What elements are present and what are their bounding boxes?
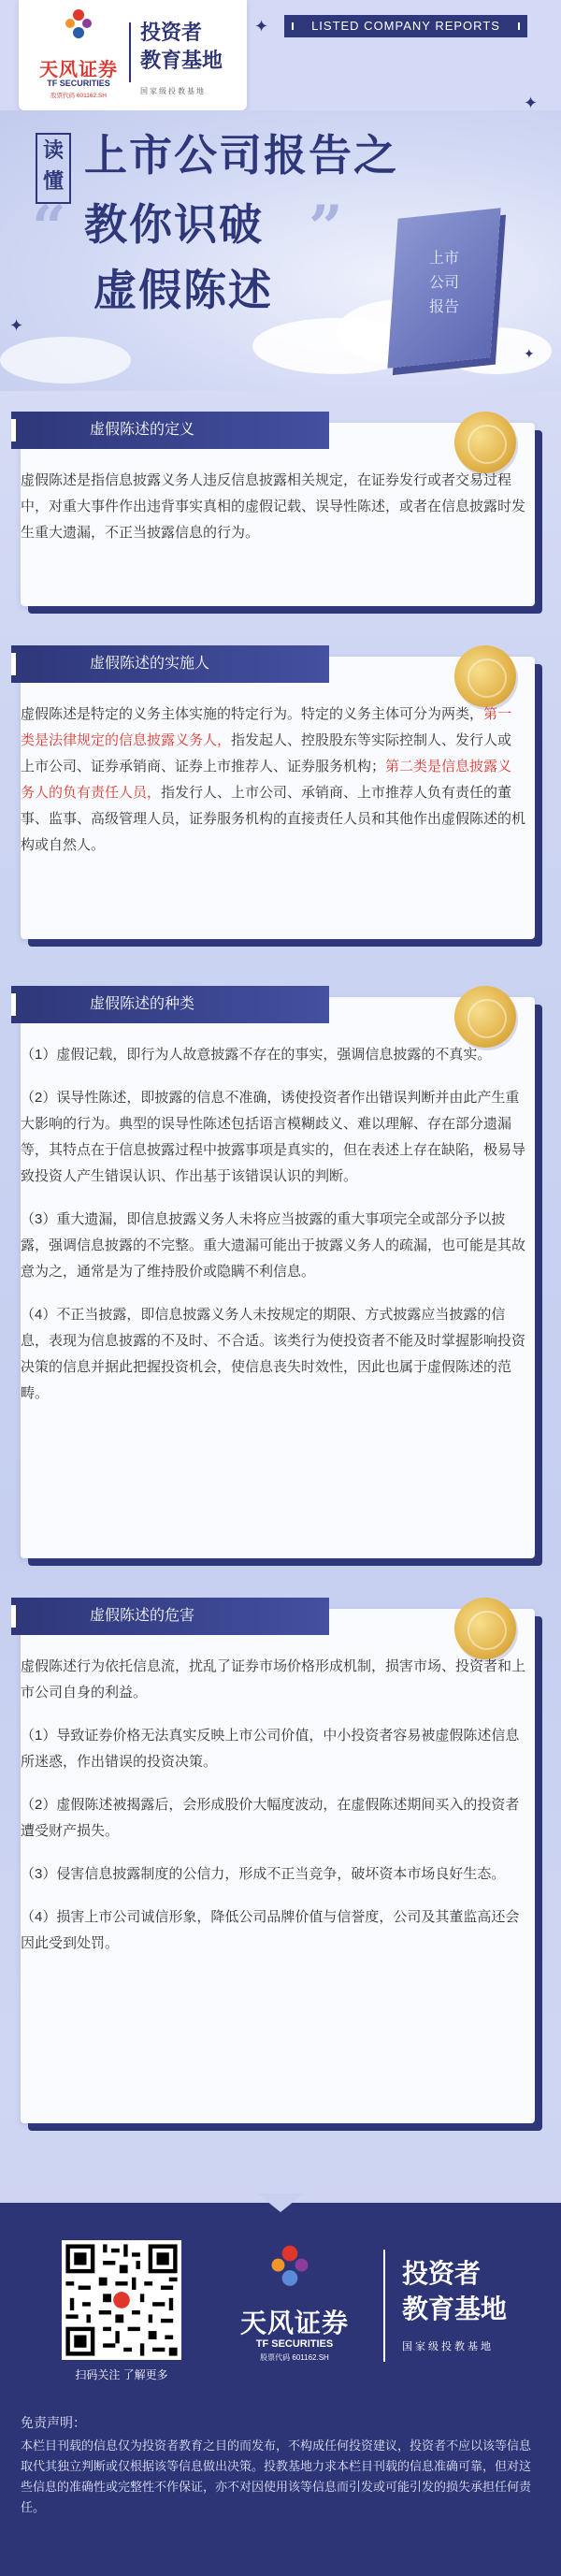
section-body-definition <box>21 468 533 563</box>
footer-investor-base-line1: 投资者 <box>402 2259 482 2288</box>
section-heading-implementers: 虚假陈述的实施人 <box>11 645 329 683</box>
book-cover-line2: 公司 <box>428 275 459 291</box>
sparkle-icon: ✦ <box>524 94 539 112</box>
logo-english-name: TF SECURITIES <box>47 79 110 88</box>
close-quote-mark: ” <box>309 193 343 263</box>
implementers-text-b: 指发起人、控股股东等实际控制人、发行人或上市公司、证券承销商、证券上市推荐人、证券服务机构； <box>21 732 512 774</box>
sparkle-icon: ✦ <box>524 346 535 361</box>
footer-logo-chinese-name: 天风证券 <box>239 2308 349 2337</box>
hero-title-line1: 上市公司报告之 <box>84 131 398 180</box>
harms-paragraph-4: （4）损害上市公司诚信形象，降低公司品牌价值与信誉度，公司及其董监高还会因此受到处罚。 <box>21 1909 520 1951</box>
gold-coin-icon <box>454 645 516 707</box>
report-tag: LISTED COMPANY REPORTS <box>284 15 527 37</box>
section-body-types <box>21 1042 533 1424</box>
investor-base-line1: 投资者 <box>140 21 203 44</box>
section-heading-definition: 虚假陈述的定义 <box>11 412 329 449</box>
types-paragraph-1: （1）虚假记载，即行为人故意披露不存在的事实，强调信息披露的不真实。 <box>21 1047 492 1063</box>
logo-stock-code: 股票代码 601162.SH <box>50 93 107 99</box>
investor-base-line2: 教育基地 <box>140 49 223 72</box>
disclaimer-title: 免责声明： <box>21 2415 86 2430</box>
footer-notch <box>257 2193 304 2212</box>
implementers-highlight-2: 第二类是信息披露义务人的负有责任人员， <box>21 759 512 801</box>
book-cover-text <box>416 247 472 320</box>
sparkle-icon: ✦ <box>254 17 269 36</box>
implementers-paragraph <box>21 702 525 859</box>
implementers-text-a: 虚假陈述是特定的义务主体实施的特定行为。特定的义务主体可分为两类， <box>21 706 484 722</box>
qr-code[interactable] <box>62 2240 181 2360</box>
sparkle-icon: ✦ <box>9 316 24 335</box>
hero-title-line3: 虚假陈述 <box>94 266 273 314</box>
gold-coin-icon <box>454 986 516 1048</box>
implementers-highlight-1: 第一类是法律规定的信息披露义务人， <box>21 706 512 748</box>
gold-coin-icon <box>454 412 516 473</box>
footer-investor-base-subtitle: 国家级投教基地 <box>402 2341 494 2352</box>
qr-caption: 扫码关注 了解更多 <box>75 2368 168 2381</box>
open-quote-mark: “ <box>32 193 66 263</box>
section-body-harms <box>21 1654 533 1974</box>
harms-paragraph-1: （1）导致证券价格无法真实反映上市公司价值，中小投资者容易被虚假陈述信息所迷惑，作出错误的投资决策。 <box>21 1728 520 1770</box>
harms-paragraph-3: （3）侵害信息披露制度的公信力，形成不正当竞争，破坏资本市场良好生态。 <box>21 1866 506 1882</box>
types-paragraph-2: （2）误导性陈述，即披露的信息不准确，诱使投资者作出错误判断并由此产生重大影响的行为。典型的误导性陈述包括语言模糊歧义、难以理解、存在部分遗漏等，其特点在于信息披露过程中披露事项是真实的，但在表述上存在缺陷，极易导致投资人产生错误认识、作出基于该错误认识的判断。 <box>21 1090 526 1184</box>
hero-title-line2: 教你识破 <box>84 200 264 249</box>
flower-logo-icon <box>266 2243 313 2290</box>
types-paragraph-4: （4）不正当披露，即信息披露义务人未按规定的期限、方式披露应当披露的信息，表现为信息披露的不及时、不合适。该类行为使投资者不能及时掌握影响投资决策的信息并据此把握投资机会，使信息丧失时效性，因此也属于虚假陈述的范畴。 <box>21 1307 526 1401</box>
footer-investor-base-title <box>402 2256 542 2327</box>
footer-investor-base-line2: 教育基地 <box>402 2294 508 2323</box>
read-badge-char2: 懂 <box>42 169 64 193</box>
investor-base-title <box>140 19 243 75</box>
book-cover-line3: 报告 <box>428 299 459 315</box>
investor-base-subtitle: 国家级投教基地 <box>140 87 206 95</box>
footer-logo-stock-code: 股票代码 601162.SH <box>260 2353 329 2362</box>
book-cover-line1: 上市 <box>428 251 459 267</box>
harms-paragraph-intro: 虚假陈述行为依托信息流，扰乱了证券市场价格形成机制，损害市场、投资者和上市公司自身的利益。 <box>21 1658 526 1700</box>
read-badge-char1: 读 <box>42 138 64 162</box>
section-heading-types: 虚假陈述的种类 <box>11 986 329 1023</box>
gold-coin-icon <box>454 1598 516 1659</box>
implementers-text-c: 指发行人、上市公司、承销商、上市推荐人负有责任的董事、监事、高级管理人员，证券服务机构的直接责任人员和其他作出虚假陈述的机构或自然人。 <box>21 785 526 853</box>
section-body-implementers <box>21 702 533 876</box>
logo-chinese-name: 天风证券 <box>39 60 118 80</box>
logo-divider <box>129 22 131 82</box>
footer-logo-english-name: TF SECURITIES <box>255 2338 334 2350</box>
harms-paragraph-2: （2）虚假陈述被揭露后，会形成股价大幅度波动，在虚假陈述期间买入的投资者遭受财产损失。 <box>21 1797 520 1839</box>
disclaimer-text: 本栏目刊载的信息仅为投资者教育之目的而发布，不构成任何投资建议，投资者不应以该等信息取代其独立判断或仅根据该等信息做出决策。投教基地力求本栏目刊载的信息准确可靠，但对这些信息的准确性或完整性不作保证，亦不对因使用该等信息而引发或可能引发的损失承担任何责任。 <box>21 2439 532 2514</box>
section-heading-harms: 虚假陈述的危害 <box>11 1598 329 1635</box>
cloud-decoration <box>0 337 131 384</box>
definition-paragraph: 虚假陈述是指信息披露义务人违反信息披露相关规定，在证券发行或者交易过程中，对重大事件作出违背事实真相的虚假记载、误导性陈述，或者在信息披露时发生重大遗漏，不正当披露信息的行为。 <box>21 472 526 541</box>
footer-divider <box>383 2250 385 2362</box>
types-paragraph-3: （3）重大遗漏，即信息披露义务人未将应当披露的重大事项完全或部分予以披露，强调信息披露的不完整。重大遗漏可能出于披露义务人的疏漏，也可能是其故意为之，通常是为了维持股价或隐瞒不利信息。 <box>21 1211 526 1280</box>
flower-logo-icon <box>62 7 95 41</box>
